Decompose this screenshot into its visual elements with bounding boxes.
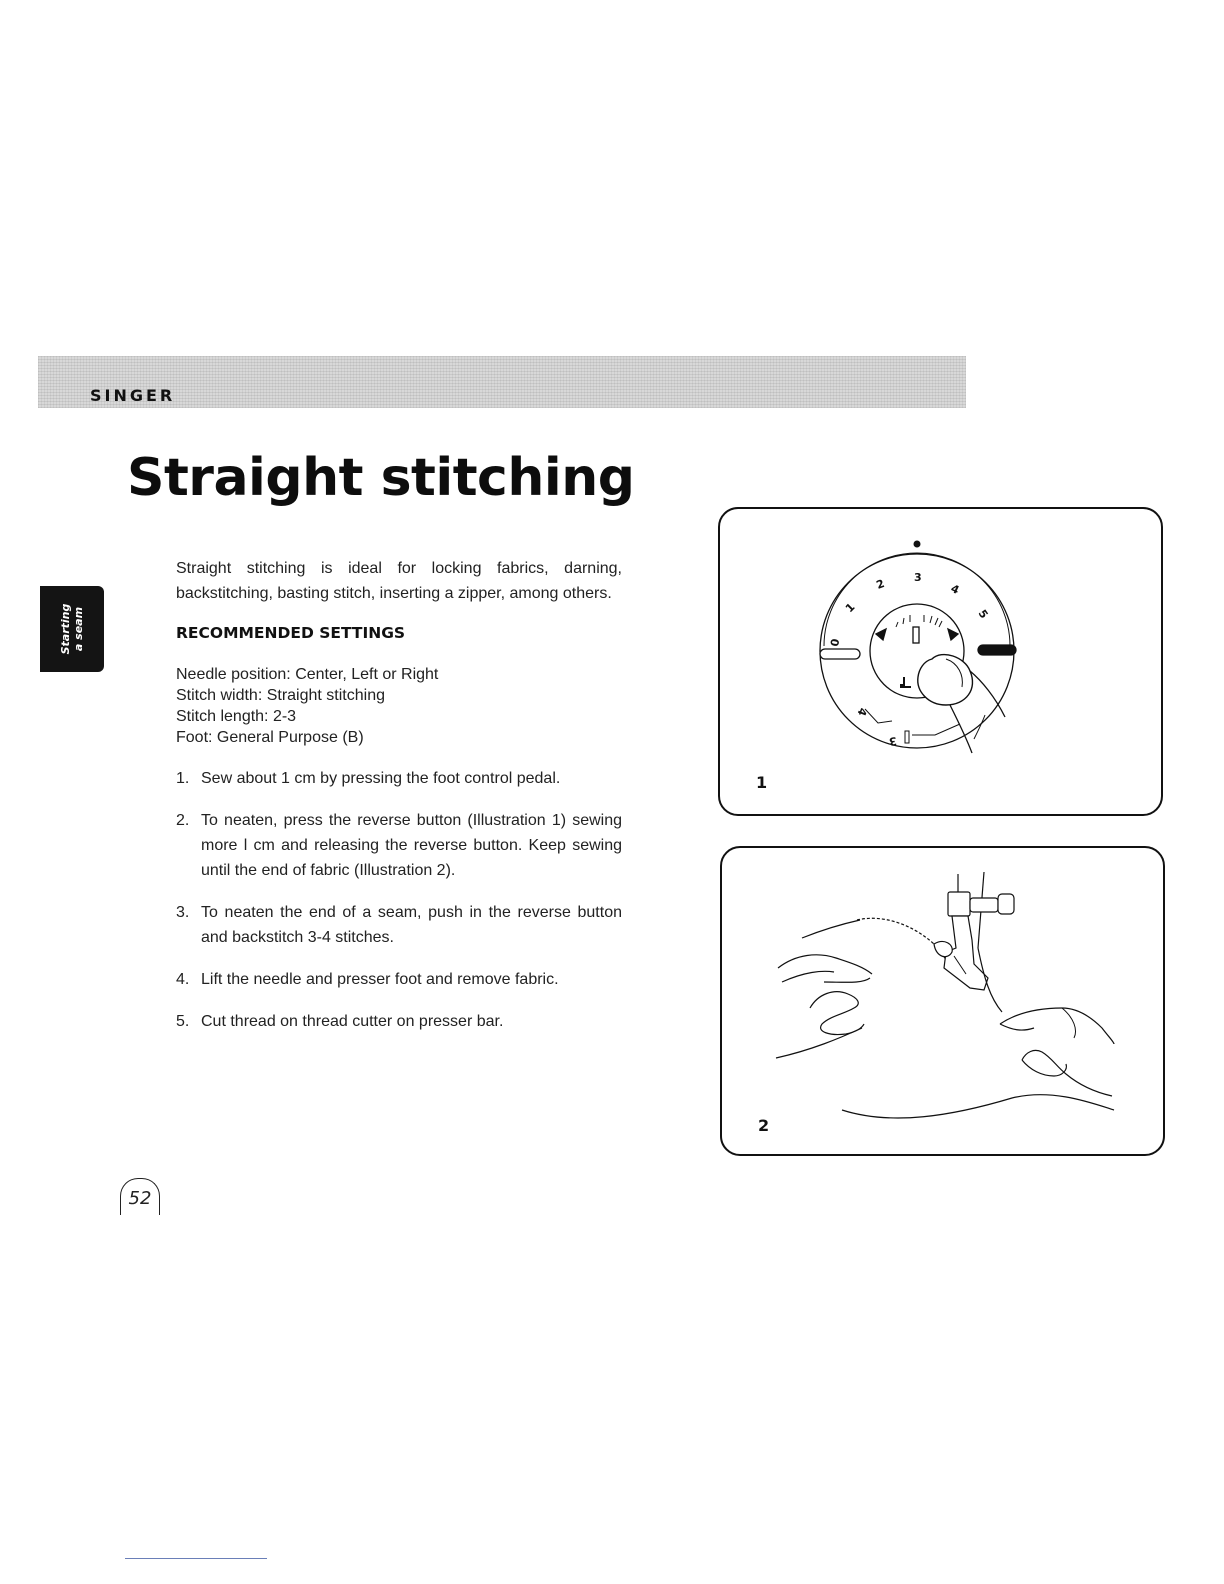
illustration-2-frame bbox=[720, 846, 1165, 1156]
setting-foot: Foot: General Purpose (B) bbox=[176, 729, 364, 746]
dial-indicator-dot bbox=[914, 541, 921, 548]
thumb-screw-head bbox=[998, 894, 1014, 914]
illustration-1-frame bbox=[718, 507, 1163, 816]
step-number: 2. bbox=[176, 812, 190, 829]
step-number: 5. bbox=[176, 1013, 190, 1030]
thumb-screw-shaft bbox=[970, 898, 998, 912]
dial-number-0: 0 bbox=[828, 637, 843, 648]
presser-bar bbox=[948, 892, 970, 916]
step-text: To neaten the end of a seam, push in the reverse button and backstitch 3-4 stitches. bbox=[201, 904, 622, 946]
intro-paragraph: Straight stitching is ideal for locking fabrics, darning, backstitching, basting stitch, inserting a zipper, among others. bbox=[176, 560, 622, 602]
fabric-edge-top bbox=[802, 920, 860, 938]
page-title: Straight stitching bbox=[127, 448, 635, 508]
right-arrow-icon bbox=[948, 629, 958, 640]
body-text-column bbox=[176, 556, 622, 1051]
dial-inner-number-4: 4 bbox=[854, 705, 870, 718]
dial-number-2: 2 bbox=[874, 576, 887, 592]
section-tab-line-1: Starting bbox=[59, 603, 72, 655]
step-number: 3. bbox=[176, 904, 190, 921]
right-hand-thumb bbox=[1062, 1008, 1076, 1038]
step-text: Cut thread on thread cutter on presser bar. bbox=[201, 1013, 504, 1030]
right-dial-handle bbox=[978, 645, 1016, 655]
needle-position-marker bbox=[913, 627, 919, 643]
step-item bbox=[176, 766, 622, 791]
footer-rule bbox=[125, 1558, 267, 1559]
page-number: 52 bbox=[128, 1188, 152, 1209]
stitch-dial-reverse-button-illustration bbox=[720, 509, 1161, 814]
lower-dial-marker bbox=[905, 731, 909, 743]
finger-edge-top bbox=[970, 671, 1005, 717]
fabric-edge-left bbox=[776, 1028, 862, 1058]
dial-tick-marks bbox=[896, 615, 942, 627]
steps-list bbox=[176, 766, 622, 1034]
lower-dial-line-right bbox=[912, 724, 960, 735]
step-text: To neaten, press the reverse button (Illustration 1) sewing more l cm and releasing the reverse button. Keep sewing until the end of fabric (Illustration 2). bbox=[201, 812, 622, 879]
settings-heading: RECOMMENDED SETTINGS bbox=[176, 624, 406, 642]
setting-stitch-width: Stitch width: Straight stitching bbox=[176, 687, 385, 704]
dial-inner-number-3: 3 bbox=[887, 734, 898, 749]
section-tab-label bbox=[59, 604, 85, 655]
dial-number-5: 5 bbox=[975, 607, 991, 621]
finger-edge-bottom bbox=[950, 705, 972, 753]
step-item bbox=[176, 1009, 622, 1034]
step-item bbox=[176, 900, 622, 950]
left-hand-upper bbox=[778, 955, 872, 983]
reverse-symbol-icon bbox=[901, 677, 911, 687]
left-dial-handle bbox=[820, 649, 860, 659]
section-tab-line-2: a seam bbox=[72, 606, 85, 652]
left-arrow-icon bbox=[876, 629, 886, 640]
step-item bbox=[176, 967, 622, 992]
step-number: 4. bbox=[176, 971, 190, 988]
step-text: Sew about 1 cm by pressing the foot control pedal. bbox=[201, 770, 561, 787]
section-tab[interactable] bbox=[40, 586, 104, 672]
thread-spool-icon bbox=[934, 942, 952, 957]
brand-logo: SINGER bbox=[90, 386, 176, 405]
illustration-1-number: 1 bbox=[756, 773, 768, 792]
finger-crease bbox=[974, 715, 985, 739]
setting-needle-position: Needle position: Center, Left or Right bbox=[176, 666, 439, 683]
right-hand-lower bbox=[1000, 1024, 1112, 1096]
fabric-edge-bottom bbox=[842, 1095, 1114, 1118]
right-hand-upper bbox=[1000, 1008, 1114, 1044]
step-item bbox=[176, 808, 622, 883]
illustration-2-number: 2 bbox=[758, 1116, 770, 1135]
settings-list bbox=[176, 664, 622, 748]
setting-stitch-length: Stitch length: 2-3 bbox=[176, 708, 297, 725]
page-number-tab bbox=[120, 1178, 160, 1215]
hands-guiding-fabric-illustration bbox=[722, 848, 1163, 1154]
dial-number-4: 4 bbox=[948, 581, 962, 597]
step-number: 1. bbox=[176, 770, 190, 787]
header-band bbox=[38, 356, 966, 408]
step-text: Lift the needle and presser foot and remove fabric. bbox=[201, 971, 559, 988]
fingertip-icon bbox=[918, 655, 973, 705]
dial-number-3: 3 bbox=[914, 571, 922, 584]
dial-number-1: 1 bbox=[842, 600, 858, 616]
left-hand-lower bbox=[810, 992, 864, 1035]
